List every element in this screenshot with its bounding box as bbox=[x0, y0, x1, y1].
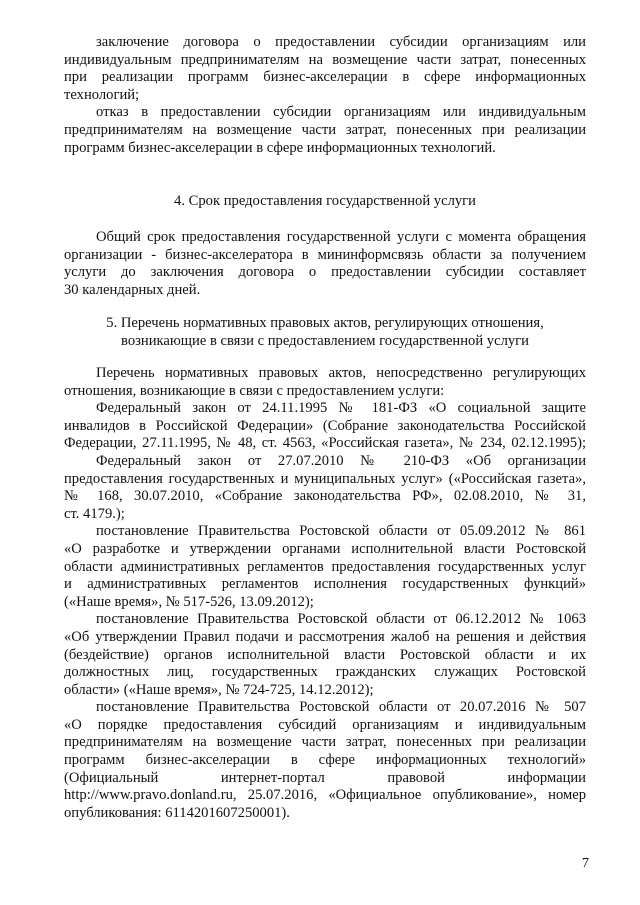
legal-act-line: «Об утверждении Правил подачи и рассмотрения жалоб на решения и действия bbox=[64, 628, 586, 645]
legal-act-line: инвалидов в Российской Федерации» (Собрание законодательства Российской bbox=[64, 417, 586, 434]
text-line: 30 календарных дней. bbox=[64, 281, 201, 298]
text-line: Перечень нормативных правовых актов, непосредственно регулирующих bbox=[96, 365, 586, 381]
section-heading-line: 5. Перечень нормативных правовых актов, регулирующих отношения, bbox=[106, 315, 544, 331]
section-heading-line: возникающие в связи с предоставлением государственной услуги bbox=[121, 332, 529, 349]
section-heading: 4. Срок предоставления государственной услуги bbox=[174, 193, 476, 209]
text-line: индивидуальным предпринимателям на возмещение части затрат, понесенных bbox=[64, 51, 586, 68]
legal-act-line: постановление Правительства Ростовской области от 20.07.2016 № 507 bbox=[96, 699, 586, 716]
text-line: отказ в предоставлении субсидии организациям или индивидуальным bbox=[96, 104, 586, 121]
legal-act-line: предпринимателям на возмещение части затрат, понесенных при реализации bbox=[64, 734, 586, 751]
legal-act-line: постановление Правительства Ростовской области от 05.09.2012 № 861 bbox=[96, 523, 586, 540]
text-line: технологий; bbox=[64, 86, 140, 103]
legal-act-line: Федеральный закон от 24.11.1995 № 181-ФЗ «О социальной защите bbox=[96, 400, 586, 417]
section-4-body bbox=[64, 229, 586, 299]
text-line: организации - бизнес-акселератора в мининформсвязь области за получением bbox=[64, 246, 586, 263]
text-line: предпринимателям на возмещение части затрат, понесенных при реализации bbox=[64, 121, 586, 138]
legal-act-line: № 168, 30.07.2010, «Собрание законодательства РФ», 02.08.2010, № 31, bbox=[64, 488, 586, 505]
legal-act-line: «О разработке и утверждении органами исполнительной власти Ростовской bbox=[64, 540, 586, 557]
top-fragment bbox=[64, 34, 586, 157]
legal-act-line: и административных регламентов исполнения государственных функций» bbox=[64, 576, 586, 593]
text-line: услуги до заключения договора о предоставлении субсидии составляет bbox=[64, 264, 586, 281]
text-line: Общий срок предоставления государственной услуги с момента обращения bbox=[96, 229, 586, 245]
legal-act-line: http://www.pravo.donland.ru, 25.07.2016, «Официальное опубликование», номер bbox=[64, 787, 586, 804]
text-line: заключение договора о предоставлении субсидии организациям или bbox=[96, 34, 586, 50]
legal-act-line: («Наше время», № 517-526, 13.09.2012); bbox=[64, 593, 314, 610]
legal-act-line: предоставления государственных и муниципальных услуг» («Российская газета», bbox=[64, 470, 586, 487]
text-line: отношения, возникающие в связи с предоставлением услуги: bbox=[64, 382, 445, 399]
page-number: 7 bbox=[582, 856, 589, 871]
legal-act-line: постановление Правительства Ростовской области от 06.12.2012 № 1063 bbox=[96, 611, 586, 628]
legal-act-line: области административных регламентов предоставления государственных услуг bbox=[64, 558, 586, 575]
legal-act-line: должностных лиц, государственных гражданских служащих Ростовской bbox=[64, 664, 586, 681]
legal-act-line: «О порядке предоставления субсидий организациям и индивидуальным bbox=[64, 716, 586, 733]
legal-act-line: (Официальный интернет-портал правовой информации bbox=[64, 769, 586, 786]
legal-act-line: области» («Наше время», № 724-725, 14.12.2012); bbox=[64, 681, 374, 698]
section-5-heading bbox=[64, 315, 586, 350]
section-4-heading bbox=[64, 193, 586, 211]
legal-act-line: Федеральный закон от 27.07.2010 № 210-ФЗ «Об организации bbox=[96, 452, 586, 469]
text-line: программ бизнес-акселерации в сфере информационных технологий. bbox=[64, 139, 496, 156]
legal-act-line: (бездействие) органов исполнительной власти Ростовской области и их bbox=[64, 646, 586, 663]
text-line: при реализации программ бизнес-акселерации в сфере информационных bbox=[64, 69, 586, 86]
legal-act-line: ст. 4179.); bbox=[64, 505, 125, 522]
legal-act-line: Федерации, 27.11.1995, № 48, ст. 4563, «Российская газета», № 234, 02.12.1995); bbox=[64, 435, 586, 452]
legal-act-line: программ бизнес-акселерации в сфере информационных технологий» bbox=[64, 752, 586, 769]
section-5-body bbox=[64, 365, 586, 822]
legal-act-line: опубликования: 6114201607250001). bbox=[64, 804, 290, 821]
